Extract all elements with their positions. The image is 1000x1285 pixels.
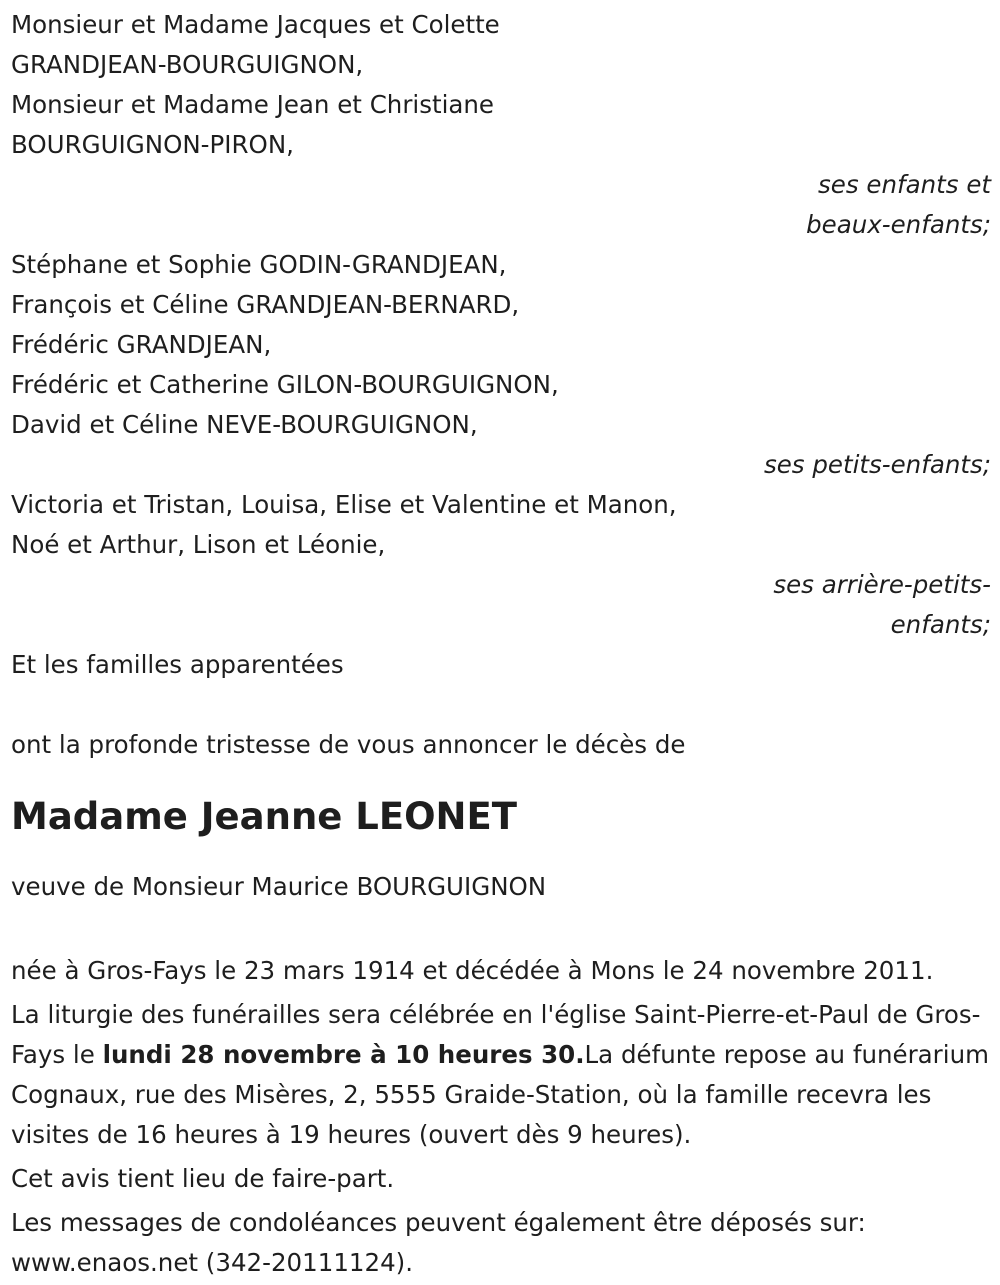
funeral-date: lundi 28 novembre à 10 heures 30. [102, 1040, 585, 1069]
condolences-info: Les messages de condoléances peuvent également être déposés sur: www.enaos.net (342-20111124). [11, 1208, 866, 1277]
family-line: Frédéric et Catherine GILON-BOURGUIGNON, [11, 370, 559, 399]
grandchildren-section [11, 245, 991, 485]
notice-note: Cet avis tient lieu de faire-part. [11, 1164, 395, 1193]
obituary-notice [11, 5, 991, 1283]
family-line: BOURGUIGNON-PIRON, [11, 130, 294, 159]
birth-death-info: née à Gros-Fays le 23 mars 1914 et décédée à Mons le 24 novembre 2011. [11, 956, 934, 985]
relation-label: enfants; [890, 610, 991, 639]
relation-label: ses petits-enfants; [763, 450, 991, 479]
family-line: Stéphane et Sophie GODIN-GRANDJEAN, [11, 250, 507, 279]
family-line: Noé et Arthur, Lison et Léonie, [11, 530, 386, 559]
family-line: GRANDJEAN-BOURGUIGNON, [11, 50, 364, 79]
relation-label: beaux-enfants; [806, 210, 991, 239]
widow-of: veuve de Monsieur Maurice BOURGUIGNON [11, 872, 547, 901]
family-line: Frédéric GRANDJEAN, [11, 330, 272, 359]
announcement-text: ont la profonde tristesse de vous annoncer le décès de [11, 730, 686, 759]
family-line: François et Céline GRANDJEAN-BERNARD, [11, 290, 520, 319]
family-line: Monsieur et Madame Jean et Christiane [11, 90, 495, 119]
relation-label: ses arrière-petits- [773, 570, 991, 599]
family-line: David et Céline NEVE-BOURGUIGNON, [11, 410, 478, 439]
deceased-name: Madame Jeanne LEONET [11, 795, 518, 838]
related-families: Et les familles apparentées [11, 650, 344, 679]
family-line: Victoria et Tristan, Louisa, Elise et Valentine et Manon, [11, 490, 677, 519]
children-section [11, 5, 991, 245]
relation-label: ses enfants et [818, 170, 991, 199]
family-line: Monsieur et Madame Jacques et Colette [11, 10, 500, 39]
funeral-info [11, 995, 991, 1155]
funeral-text-after: La défunte repose au funérarium Cognaux, rue des Misères, 2, 5555 Graide-Station, où la famille recevra les visites de 16 heures à 19 heures (ouvert dès 9 heures). [11, 1040, 989, 1149]
great-grandchildren-section [11, 485, 991, 645]
funeral-text-before: La liturgie des funérailles sera célébrée en l'église Saint-Pierre-et-Paul de Gros-Fays le [11, 1000, 981, 1069]
